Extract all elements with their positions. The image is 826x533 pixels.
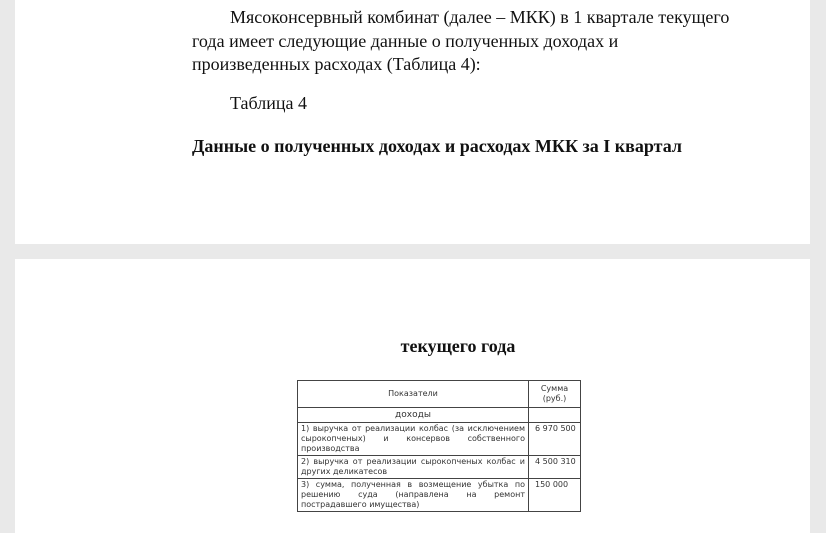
table-row	[298, 479, 581, 512]
table-title: Данные о полученных доходах и расходах МКК за I квартал	[192, 136, 682, 156]
section-row	[298, 408, 581, 423]
row-label: 3) сумма, полученная в возмещение убытка по решению суда (направлена на ремонт пострадавшего имущества)	[298, 479, 529, 512]
row-label: 1) выручка от реализации колбас (за исключением сырокопченых) и консервов собственного производства	[298, 423, 529, 456]
row-amount: 4 500 310	[529, 456, 581, 479]
row-amount: 150 000	[529, 479, 581, 512]
document-page-2	[15, 259, 810, 533]
section-empty-cell	[529, 408, 581, 423]
table-header-row	[298, 381, 581, 408]
header-indicators: Показатели	[298, 381, 529, 408]
table-row	[298, 456, 581, 479]
section-label-income: доходы	[298, 408, 529, 423]
document-page-1	[15, 0, 810, 244]
table-title-continuation: текущего года	[400, 336, 516, 356]
row-amount: 6 970 500	[529, 423, 581, 456]
row-label: 2) выручка от реализации сырокопченых колбас и других деликатесов	[298, 456, 529, 479]
table-row	[298, 423, 581, 456]
intro-paragraph-text: Мясоконсервный комбинат (далее – МКК) в 1 квартале текущего года имеет следующие данные о полученных доходах и произведенных расходах (Таблица 4):	[192, 7, 730, 74]
table-number: Таблица 4	[230, 93, 307, 113]
intro-paragraph	[192, 6, 732, 77]
income-table	[297, 380, 581, 512]
header-amount: Сумма (руб.)	[529, 381, 581, 408]
